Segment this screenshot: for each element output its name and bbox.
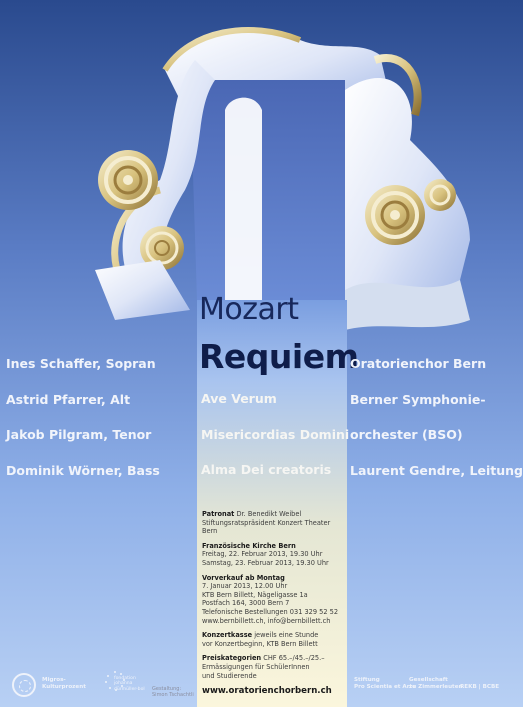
box-office-block (202, 631, 347, 648)
soloist-item: Astrid Pfarrer, Alt (6, 391, 131, 407)
performer-item: Berner Symphonie- (350, 391, 486, 407)
sponsor-foundation (114, 676, 145, 692)
performers-list (350, 356, 523, 498)
sponsor-line: Kulturprozent (42, 683, 86, 690)
patronat-line2: Stiftungsratspräsident Konzert Theater Bern (202, 518, 331, 536)
patronat-block (202, 510, 347, 536)
soloist-item: Dominik Wörner, Bass (6, 462, 160, 478)
venue-label: Französische Kirche Bern (202, 541, 296, 550)
date-1: Freitag, 22. Februar 2013, 19.30 Uhr (202, 550, 323, 559)
event-info (202, 510, 347, 686)
program-list (201, 391, 350, 498)
patronat-label: Patronat (202, 510, 235, 518)
performer-item: Laurent Gendre, Leitung (350, 462, 523, 478)
sponsor-line: johanna (114, 681, 133, 687)
sponsor-line: Gesellschaft (409, 677, 448, 683)
sponsor-line: fondation (114, 676, 136, 681)
price-block (202, 654, 347, 680)
soloists-list (6, 356, 196, 498)
sponsor-rekb (460, 684, 499, 691)
performer-item: Oratorienchor Bern (350, 356, 487, 371)
box-line2: vor Konzertbeginn, KTB Bern Billett (202, 639, 318, 648)
sponsor-scientia (354, 677, 416, 690)
sponsor-line: REKB | BCBE (460, 684, 500, 690)
design-credit (152, 686, 194, 698)
migros-logo-icon (12, 673, 36, 697)
sponsor-line: Stiftung (354, 677, 380, 683)
box-text: jeweils eine Stunde (254, 631, 319, 640)
sponsor-line: Pro Scientia et Arte (354, 683, 416, 690)
date-2: Samstag, 23. Februar 2013, 19.30 Uhr (202, 558, 329, 567)
program-item: Ave Verum (201, 391, 277, 406)
soloist-item: Jakob Pilgram, Tenor (6, 427, 152, 442)
presale-label: Vorverkauf ab Montag (202, 573, 285, 582)
sponsor-line: Migros- (42, 677, 66, 683)
sponsor-line: zu Zimmerleuten (409, 683, 463, 690)
website-link[interactable]: www.oratorienchorbern.ch (202, 686, 332, 696)
patronat-text: Dr. Benedikt Weibel (236, 510, 302, 518)
presale-line: Postfach 164, 3000 Bern 7 (202, 599, 290, 608)
presale-line: KTB Bern Billett, Nägeligasse 1a (202, 590, 308, 599)
price-line: Ermässigungen für SchülerInnen (202, 662, 310, 671)
price-text: CHF 65.–/45.–/25.– (263, 654, 325, 663)
presale-line: Telefonische Bestellungen 031 329 52 52 (202, 607, 339, 616)
program-item: Misericordias Domini (201, 426, 350, 442)
soloist-item: Ines Schaffer, Sopran (6, 356, 156, 371)
price-line: und Studierende (202, 671, 257, 680)
work-title: Requiem (199, 337, 359, 376)
composer-name: Mozart (199, 292, 299, 327)
venue-block (202, 542, 347, 568)
performer-item: orchester (BSO) (350, 427, 463, 442)
sponsor-zimmerleuten (409, 677, 463, 690)
program-item: Alma Dei creatoris (201, 462, 332, 477)
box-label: Konzertkasse (202, 631, 253, 640)
presale-block (202, 574, 347, 626)
price-label: Preiskategorien (202, 654, 262, 663)
presale-line: www.bernbillett.ch, info@bernbillett.ch (202, 616, 331, 625)
credit-line: Gestaltung: (152, 686, 182, 692)
sponsor-migros (42, 677, 86, 690)
presale-line: 7. Januar 2013, 12.00 Uhr (202, 582, 288, 591)
sponsor-line: dürmüller-bol (114, 686, 145, 692)
credit-line: Simon Tschachtli (152, 692, 194, 698)
